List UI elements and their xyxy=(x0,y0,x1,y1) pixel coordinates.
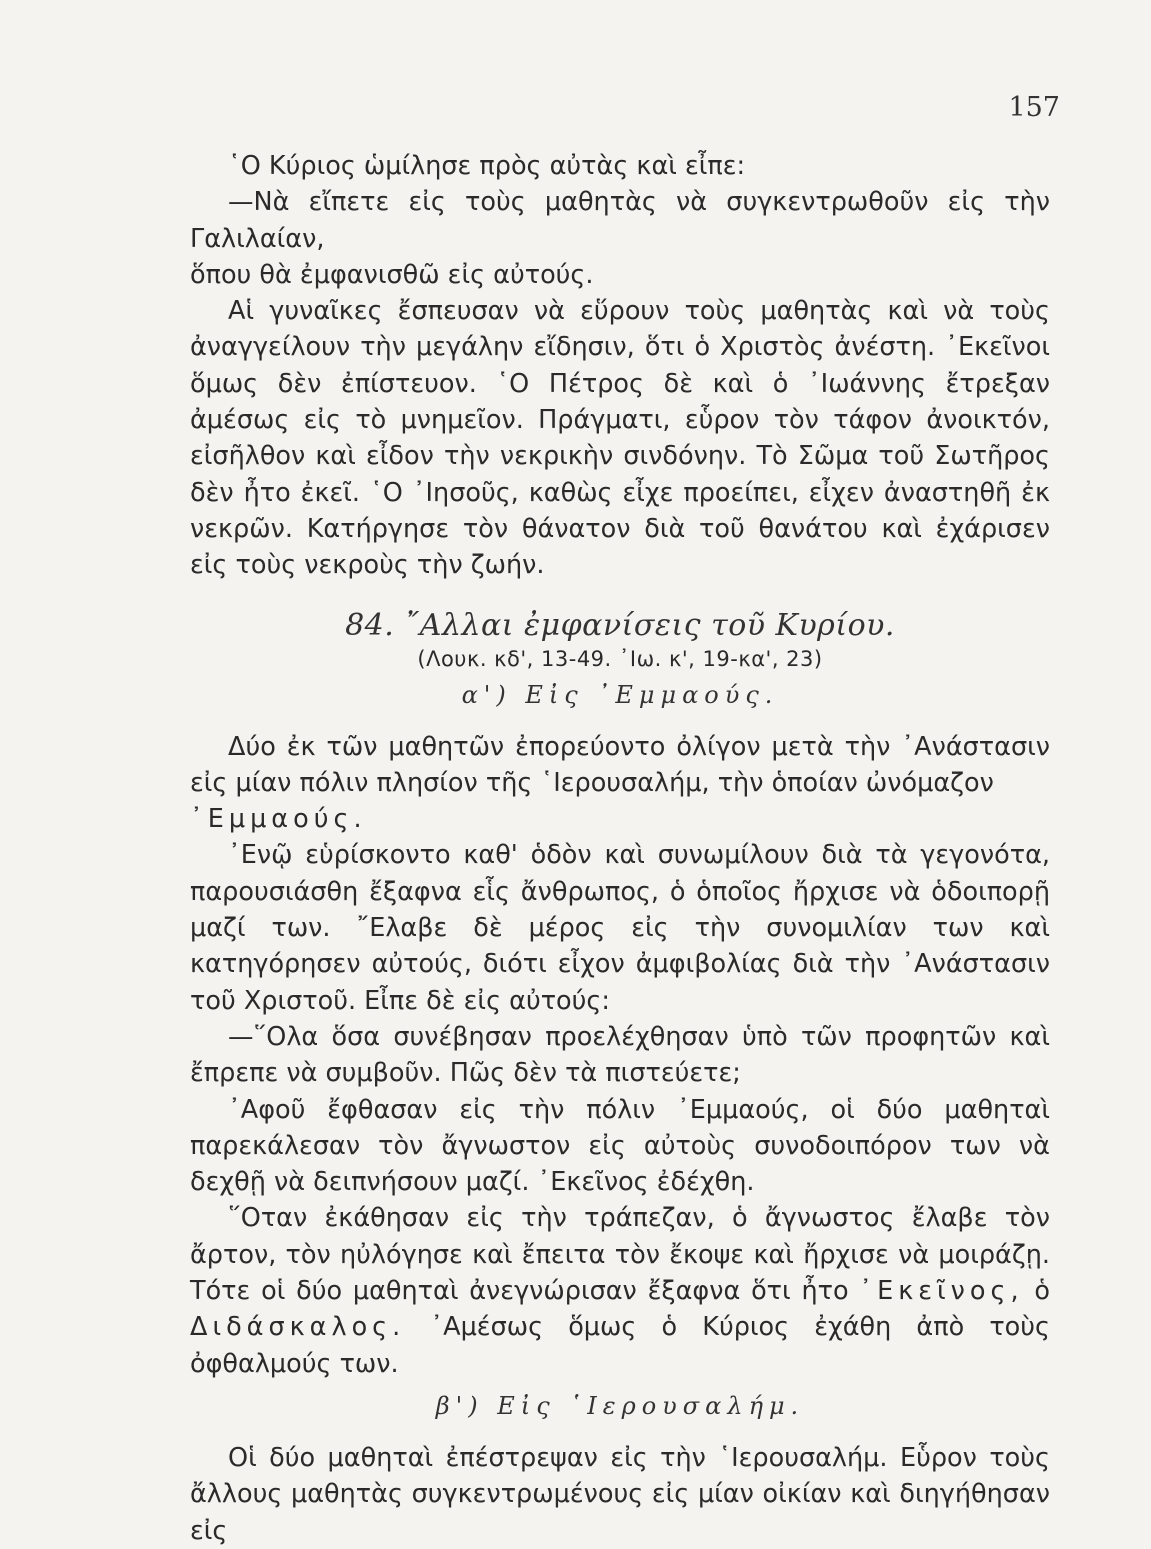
ekeinos-spaced: ᾿Εκεῖνος, xyxy=(859,1276,1024,1307)
paragraph-6: ᾿Αφοῦ ἔφθασαν εἰς τὴν πόλιν ᾿Εμμαούς, οἱ δύο μαθηταὶ παρεκάλεσαν τὸν ἄγνωστον εἰς αὐτοὺς συνοδοιπόρον των νὰ δεχθῇ νὰ δειπνήσουν μαζί. ᾿Εκεῖνος ἐδέχθη. xyxy=(190,1094,1050,1198)
paragraph-7 xyxy=(190,1200,1050,1381)
paragraph-2: Αἱ γυναῖκες ἔσπευσαν νὰ εὕρουν τοὺς μαθητὰς καὶ νὰ τοὺς ἀναγγείλουν τὴν μεγάλην εἴδησιν, ὅτι ὁ Χριστὸς ἀνέστη. ᾿Εκεῖνοι ὅμως δὲν ἐπίστευον. ῾Ο Πέτρος δὲ καὶ ὁ ᾿Ιωάννης ἔτρεξαν ἀμέσως εἰς τὸ μνημεῖον. Πράγματι, εὗρον τὸν τάφον ἀνοικτόν, εἰσῆλθον καὶ εἶδον τὴν νεκρικὴν σινδόνην. Τὸ Σῶμα τοῦ Σωτῆρος δὲν ἦτο ἐκεῖ. ῾Ο ᾿Ιησοῦς, καθὼς εἶχε προείπει, εἶχεν ἀναστηθῆ ἐκ νεκρῶν. Κατήργησε τὸν θάνατον διὰ τοῦ θανάτου καὶ ἐχάρισεν εἰς τοὺς νεκροὺς τὴν ζωήν. xyxy=(190,296,1050,581)
page-number: 157 xyxy=(1008,92,1060,123)
paragraph-4: ᾿Ενῷ εὑρίσκοντο καθ' ὁδὸν καὶ συνωμίλουν διὰ τὰ γεγονότα, παρουσιάσθη ἔξαφνα εἷς ἄνθρωπος, ὁ ὁποῖος ἤρχισε νὰ ὁδοιπορῇ μαζί των. ῎Ελαβε δὲ μέρος εἰς τὴν συνομιλίαν των καὶ κατηγόρησεν αὐτούς, διότι εἶχον ἀμφιβολίας διὰ τὴν ᾿Ανάστασιν τοῦ Χριστοῦ. Εἶπε δὲ εἰς αὐτούς: xyxy=(190,840,1050,1016)
text-block xyxy=(190,148,1050,1549)
emmaus-spaced: ᾿Εμμαούς. xyxy=(190,804,367,835)
subsection-a-title: α') Εἰς ᾿Εμμαούς. xyxy=(461,680,779,709)
spacer xyxy=(190,1382,1050,1388)
paragraph-3-text: Δύο ἐκ τῶν μαθητῶν ἐπορεύοντο ὀλίγον μετὰ τὴν ᾿Ανάστασιν εἰς μίαν πόλιν πλησίον τῆς ῾Ιερουσαλήμ, τὴν ὁποίαν ὠνόμαζον xyxy=(190,731,1050,798)
paragraph-7-end: ᾿Αμέσως ὅμως ὁ Κύριος ἐχάθη ἀπὸ τοὺς ὀφθαλμούς των. xyxy=(190,1312,1050,1379)
paragraph-8: Οἱ δύο μαθηταὶ ἐπέστρεψαν εἰς τὴν ῾Ιερουσαλήμ. Εὗρον τοὺς ἄλλους μαθητὰς συγκεντρωμένους εἰς μίαν οἰκίαν καὶ διηγήθησαν εἰς xyxy=(190,1442,1050,1546)
didaskalos-spaced: Διδάσκαλος. xyxy=(190,1312,406,1343)
section-title: 84. ῎Αλλαι ἐμφανίσεις τοῦ Κυρίου. xyxy=(345,607,895,643)
section-reference: (Λουκ. κδ', 13-49. ᾿Ιω. κ', 19-κα', 23) xyxy=(417,646,823,671)
paragraph-1-line-2: —Νὰ εἴπετε εἰς τοὺς μαθητὰς νὰ συγκεντρωθοῦν εἰς τὴν Γαλιλαίαν, xyxy=(190,187,1050,254)
paragraph-7-article: ὁ xyxy=(1034,1276,1050,1307)
paragraph-1-line-1: ῾Ο Κύριος ὡμίλησε πρὸς αὐτὰς καὶ εἶπε: xyxy=(228,151,746,181)
paragraph-3 xyxy=(190,729,1050,838)
paragraph-7-start: ῞Οταν ἐκάθησαν εἰς τὴν τράπεζαν, ὁ ἄγνωστος ἔλαβε τὸν ἄρτον, τὸν ηὐλόγησε καὶ ἔπειτα τὸν ἔκοψε καὶ ἤρχισε νὰ μοιράζῃ. Τότε οἱ δύο μαθηταὶ ἀνεγνώρισαν ἔξαφνα ὅτι ἦτο xyxy=(190,1203,1050,1307)
paragraph-1-line-3: ὅπου θὰ ἐμφανισθῶ εἰς αὐτούς. xyxy=(190,259,594,290)
paragraph-5: —῞Ολα ὅσα συνέβησαν προελέχθησαν ὑπὸ τῶν προφητῶν καὶ ἔπρεπε νὰ συμβοῦν. Πῶς δὲν τὰ πιστεύετε; xyxy=(190,1021,1050,1089)
subsection-b-title: β') Εἰς ῾Ιερουσαλήμ. xyxy=(435,1391,805,1420)
